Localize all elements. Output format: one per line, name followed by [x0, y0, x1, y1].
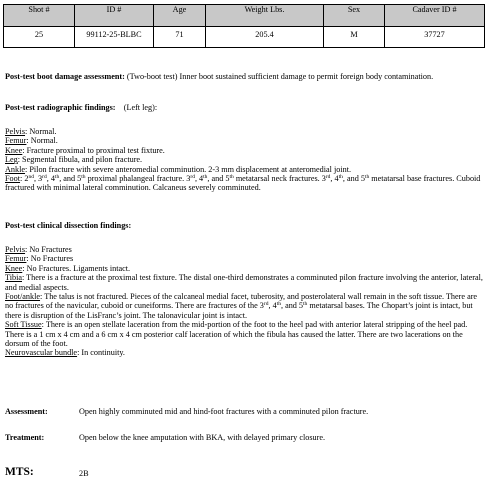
boot-text: (Two-boot test) Inner boot sustained sufficient damage to permit foreign body contamination.	[126, 72, 434, 81]
shot-table	[3, 4, 485, 48]
clinical-knee: Knee: No Fractures. Ligaments intact.	[5, 263, 131, 273]
clinical-tibia: Tibia: There is a fracture at the proximal test fixture. The distal one-third demonstrates a comminuted pilon fracture involving the anterior, lateral, and medial aspects.	[5, 273, 483, 292]
clinical-femur: Femur: No Fractures	[5, 254, 74, 264]
clinical-heading: Post-test clinical dissection findings:	[5, 221, 132, 230]
radio-leg: Leg: Segmental fibula, and pilon fracture.	[5, 155, 143, 165]
treatment-label: Treatment:	[5, 433, 45, 442]
clinical-heading-line	[5, 221, 483, 230]
radio-pelvis: Pelvis: Normal.	[5, 127, 57, 136]
cell-weight: 205.4	[206, 27, 324, 48]
cell-shot: 25	[4, 27, 75, 48]
radio-ankle: Ankle: Pilon fracture with severe anteromedial comminution. 2-3 mm displacement at anteromedial joint.	[5, 164, 352, 174]
header-shot: Shot #	[4, 5, 75, 27]
header-sex: Sex	[324, 5, 385, 27]
cell-age: 71	[154, 27, 206, 48]
clinical-neurovascular: Neurovascular bundle: In continuity.	[5, 348, 125, 358]
radio-femur: Femur: Normal.	[5, 136, 58, 146]
header-id: ID #	[75, 5, 154, 27]
cell-id: 99112-25-BLBC	[75, 27, 154, 48]
radiographic-list	[5, 127, 483, 193]
clinical-soft-tissue: Soft Tissue: There is an open stellate laceration from the mid-portion of the foot to the heel pad with anterior lateral stripping of the heel pad. There is a 1 cm x 4 cm and a 6 cm x 4 cm posterior calf laceration of which the fibula has caused the latter. There are two lacerations on the dorsum of the foot.	[5, 320, 468, 349]
assessment-text: Open highly comminuted mid and hind-foot fractures with a comminuted pilon fracture.	[79, 407, 369, 416]
mts-label: MTS:	[5, 466, 34, 478]
cell-cadaver-id: 37727	[385, 27, 485, 48]
clinical-list	[5, 245, 483, 358]
cell-sex: M	[324, 27, 385, 48]
clinical-foot-ankle: Foot/ankle: The talus is not fractured. Pieces of the calcaneal medial facet, tuberosity, and posterolateral wall remain in the soft tissue. There are no fractures of the navicular, cuboid or cuneiforms. There are fractures of the 3rd, 4th, and 5th metatarsal bases. The Chopart’s joint is intact, but there is disruption of the LisFranc’s joint. The talonavicular joint is intact.	[5, 292, 478, 320]
boot-heading: Post-test boot damage assessment:	[5, 72, 125, 81]
header-weight: Weight Lbs.	[206, 5, 324, 27]
radiographic-side: (Left leg):	[123, 103, 158, 112]
boot-assessment	[5, 72, 483, 81]
clinical-pelvis: Pelvis: No Fractures	[5, 245, 72, 254]
table-header-row	[4, 5, 485, 27]
header-age: Age	[154, 5, 206, 27]
treatment-text: Open below the knee amputation with BKA, with delayed primary closure.	[79, 433, 326, 442]
mts-value: 2B	[79, 469, 89, 478]
radiographic-heading-line	[5, 103, 483, 112]
radio-foot: Foot: 2nd, 3rd, 4th, and 5th proximal phalangeal fracture. 3rd, 4th, and 5th metatarsal neck fractures. 3rd, 4th, and 5th metatarsal base fractures. Cuboid fractured with minimal lateral comminution. Calcaneus severely comminuted.	[5, 174, 481, 193]
header-cadaver-id: Cadaver ID #	[385, 5, 485, 27]
table-row	[4, 27, 485, 48]
radio-knee: Knee: Fracture proximal to proximal test fixture.	[5, 145, 165, 155]
radiographic-heading: Post-test radiographic findings:	[5, 103, 116, 112]
assessment-label: Assessment:	[5, 407, 48, 416]
